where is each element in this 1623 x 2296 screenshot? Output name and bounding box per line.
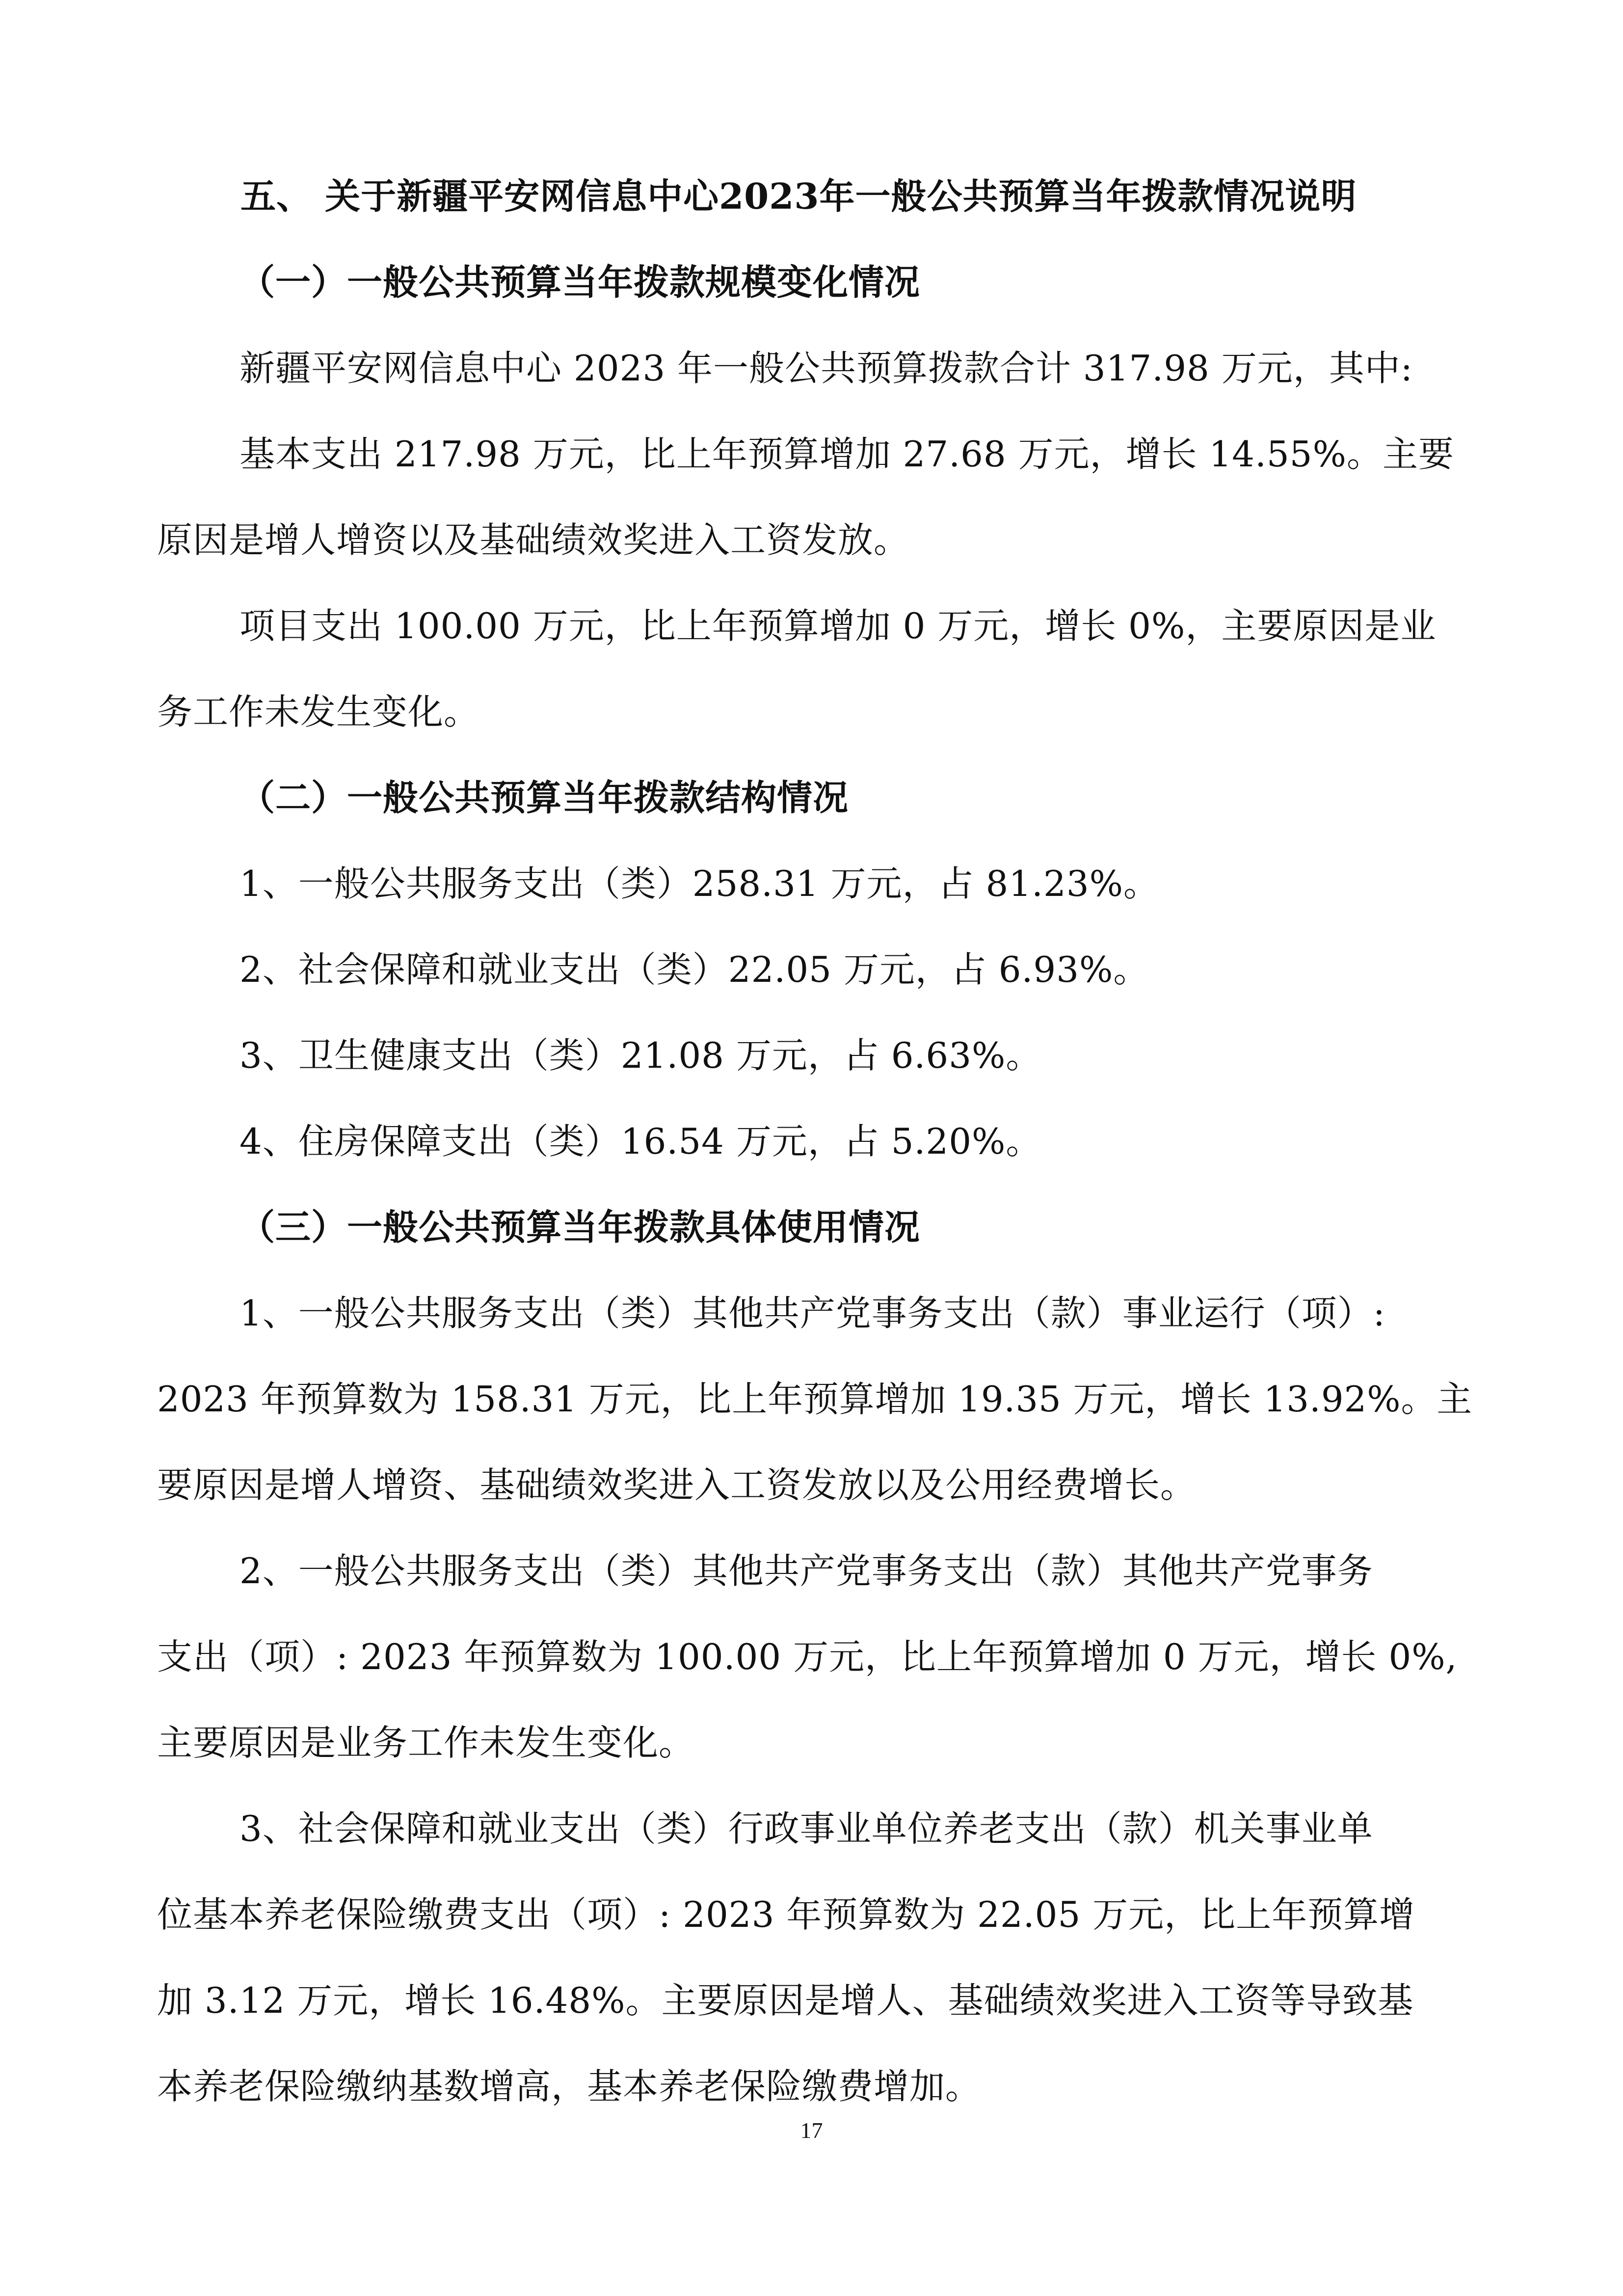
- usage-item-2-line-2: 支出（项）: 2023 年预算数为 100.00 万元，比上年预算增加 0 万元，增长 0%,: [157, 1636, 1458, 1677]
- paragraph-project-line-2: 务工作未发生变化。: [157, 691, 480, 732]
- structure-item-2: 2、社会保障和就业支出（类）22.05 万元，占 6.93%。: [239, 949, 1149, 990]
- section-heading-2: （二）一般公共预算当年拨款结构情况: [239, 777, 849, 818]
- usage-item-2-line-3: 主要原因是业务工作未发生变化。: [157, 1722, 695, 1763]
- usage-item-3-line-4: 本养老保险缴纳基数增高，基本养老保险缴费增加。: [157, 2066, 982, 2107]
- section-heading-1: （一）一般公共预算当年拨款规模变化情况: [239, 261, 921, 303]
- usage-item-1-line-1: 1、一般公共服务支出（类）其他共产党事务支出（款）事业运行（项）:: [239, 1293, 1386, 1334]
- usage-item-1-line-2: 2023 年预算数为 158.31 万元，比上年预算增加 19.35 万元，增长 13.92%。主: [157, 1378, 1473, 1420]
- structure-item-4: 4、住房保障支出（类）16.54 万元，占 5.20%。: [239, 1121, 1042, 1162]
- usage-item-1-line-3: 要原因是增人增资、基础绩效奖进入工资发放以及公用经费增长。: [157, 1464, 1197, 1506]
- paragraph-project-line-1: 项目支出 100.00 万元，比上年预算增加 0 万元，增长 0%，主要原因是业: [239, 605, 1437, 647]
- main-heading: 五、 关于新疆平安网信息中心2023年一般公共预算当年拨款情况说明: [240, 175, 1357, 217]
- section-heading-3: （三）一般公共预算当年拨款具体使用情况: [239, 1206, 921, 1248]
- usage-item-3-line-1: 3、社会保障和就业支出（类）行政事业单位养老支出（款）机关事业单: [239, 1808, 1373, 1849]
- usage-item-2-line-1: 2、一般公共服务支出（类）其他共产党事务支出（款）其他共产党事务: [239, 1550, 1373, 1592]
- structure-item-1: 1、一般公共服务支出（类）258.31 万元，占 81.23%。: [239, 863, 1160, 904]
- usage-item-3-line-2: 位基本养老保险缴费支出（项）: 2023 年预算数为 22.05 万元，比上年预算增: [157, 1894, 1415, 1935]
- structure-item-3: 3、卫生健康支出（类）21.08 万元，占 6.63%。: [239, 1035, 1042, 1076]
- page-number: 17: [800, 2118, 823, 2143]
- usage-item-3-line-3: 加 3.12 万元，增长 16.48%。主要原因是增人、基础绩效奖进入工资等导致基: [157, 1980, 1414, 2021]
- paragraph-total: 新疆平安网信息中心 2023 年一般公共预算拨款合计 317.98 万元，其中:: [239, 348, 1413, 389]
- paragraph-basic-line-1: 基本支出 217.98 万元，比上年预算增加 27.68 万元，增长 14.55%。主要: [239, 433, 1455, 475]
- paragraph-basic-line-2: 原因是增人增资以及基础绩效奖进入工资发放。: [157, 519, 910, 561]
